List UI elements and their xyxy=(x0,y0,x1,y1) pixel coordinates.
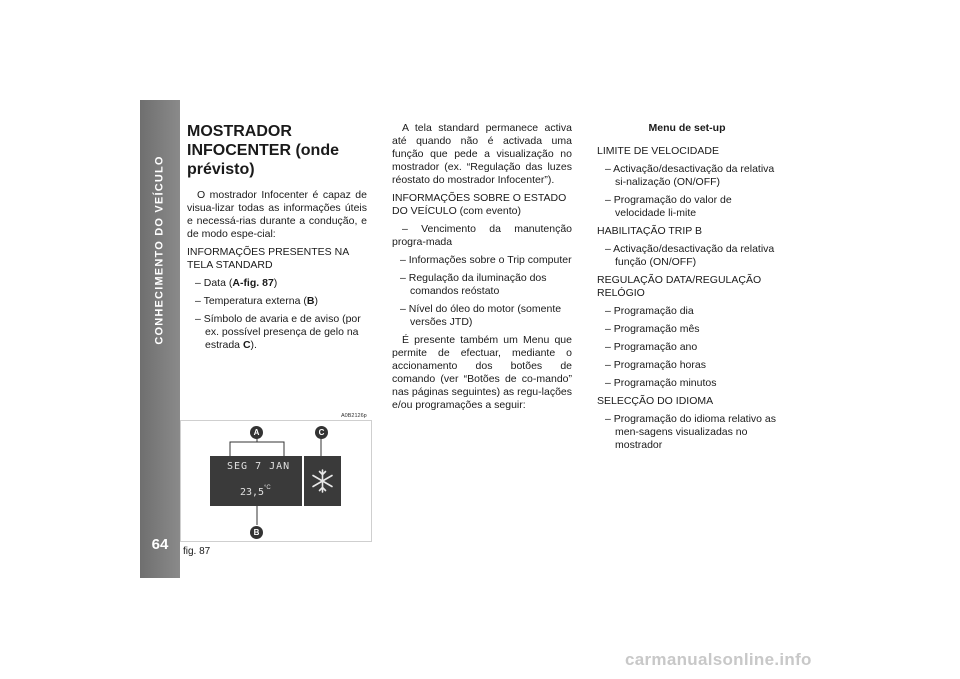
info-heading: INFORMAÇÕES PRESENTES NA TELA STANDARD xyxy=(187,246,349,271)
list-item: – Programação do idioma relativo as men-sagens visualizadas no mostrador xyxy=(605,413,777,451)
figure-reference: B xyxy=(306,295,315,307)
callout-a: A xyxy=(250,426,263,439)
figure-code: A0B2126p xyxy=(341,413,367,419)
section-title: HABILITAÇÃO TRIP B xyxy=(597,225,703,237)
list-item: – Vencimento da manutenção progra-mada xyxy=(392,223,572,248)
callout-c: C xyxy=(315,426,328,439)
list-item: – Nível do óleo do motor (somente versões JTD) xyxy=(400,303,562,328)
snowflake-icon xyxy=(304,456,341,506)
display-temperature-unit: °C xyxy=(264,485,271,491)
page-number: 64 xyxy=(151,536,169,553)
list-item: – Programação ano xyxy=(605,341,698,353)
sidebar-title-text: CONHECIMENTO DO VEÍCULO xyxy=(154,155,167,345)
figure-reference: C xyxy=(242,339,251,351)
list-item-warning-symbol: – Símbolo de avaria e de aviso (por ex. possível presença de gelo na estrada C). xyxy=(195,313,361,351)
intro-paragraph: O mostrador Infocenter é capaz de visua-lizar todas as informações úteis e necessá-rias durante a condução, e de modo espe-cial: xyxy=(187,189,367,240)
section-title: REGULAÇÃO DATA/REGULAÇÃO RELÓGIO xyxy=(597,274,762,299)
section-heading: INFORMAÇÕES SOBRE O ESTADO DO VEÍCULO (com evento) xyxy=(392,192,567,217)
list-item: – Programação mês xyxy=(605,323,700,335)
list-item-temperature: – Temperatura externa (B) xyxy=(195,295,318,307)
paragraph: É presente também um Menu que permite de efectuar, mediante o accionamento dos botões de comando (ver “Botões de co-mando” nas páginas seguintes) as regu-lações e/ou programações a seguir: xyxy=(392,334,572,411)
section-heading: Menu de set-up xyxy=(648,122,726,134)
list-item: – Activação/desactivação da relativa si-nalização (ON/OFF) xyxy=(605,163,775,188)
figure-caption: fig. 87 xyxy=(183,546,211,557)
display-date: SEG 7 JAN xyxy=(227,461,291,472)
list-item: – Informações sobre o Trip computer xyxy=(400,254,572,266)
list-item: – Activação/desactivação da relativa função (ON/OFF) xyxy=(605,243,775,268)
list-item: – Programação dia xyxy=(605,305,694,317)
list-item: – Programação horas xyxy=(605,359,706,371)
page-title: MOSTRADOR INFOCENTER (onde prévisto) xyxy=(187,123,339,178)
list-item: – Regulação da iluminação dos comandos reóstato xyxy=(400,272,547,297)
callout-b: B xyxy=(250,526,263,539)
warning-symbol-area xyxy=(304,456,341,506)
list-item-date: – Data (A-fig. 87) xyxy=(195,277,278,289)
list-item: – Programação do valor de velocidade li-mite xyxy=(605,194,732,219)
display-temperature: 23,5 xyxy=(240,487,265,498)
figure-reference: A-fig. 87 xyxy=(232,277,274,289)
section-title: LIMITE DE VELOCIDADE xyxy=(597,145,719,157)
list-item: – Programação minutos xyxy=(605,377,717,389)
watermark: carmanualsonline.info xyxy=(625,650,812,669)
paragraph: A tela standard permanece activa até quando não é activada uma função que pede a visualização no mostrador (ex. “Regulação das luzes réostato do mostrador Infocenter”). xyxy=(392,122,572,186)
section-title: SELECÇÃO DO IDIOMA xyxy=(597,395,714,407)
